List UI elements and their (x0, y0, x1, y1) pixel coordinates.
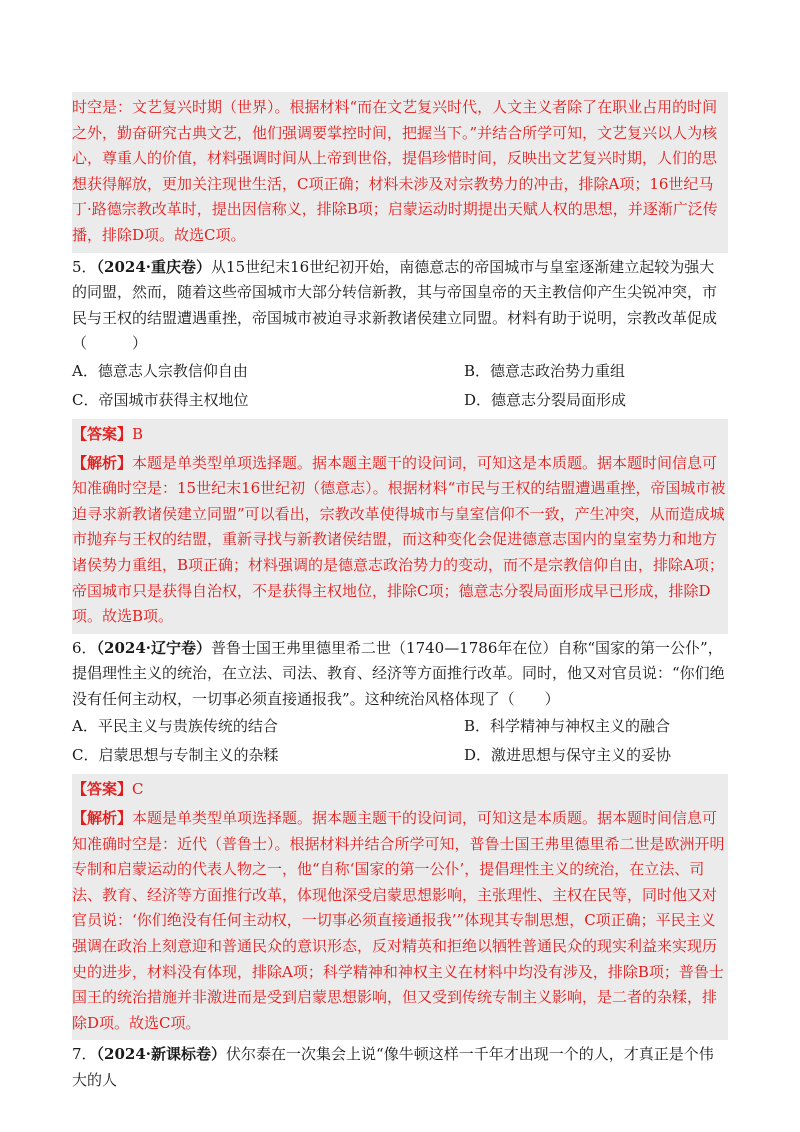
option-d: D．激进思想与保守主义的妥协 (464, 746, 672, 765)
option-b: B．科学精神与神权主义的融合 (464, 717, 671, 736)
question-6-analysis (72, 806, 728, 1040)
answer-tag: 【答案】 (72, 424, 133, 443)
option-a: A．德意志人宗教信仰自由 (72, 361, 248, 380)
question-source: （2024·辽宁卷） (96, 638, 212, 657)
option-d: D．德意志分裂局面形成 (464, 390, 627, 409)
question-text: 普鲁士国王弗里德里希二世（1740—1786年在位）自称“国家的第一公仆”，提倡理性主义的统治，在立法、司法、教育、经济等方面推行改革。同时，他又对官员说：“你们绝没有任何主动权，一切事必须直接通报我”。这种统治风格体现了（ ） (72, 638, 725, 708)
question-number: 7． (72, 1045, 97, 1064)
question-6 (72, 636, 728, 1041)
question-5-stem (72, 255, 728, 357)
question-5-answer (72, 419, 728, 451)
question-number: 6． (72, 638, 97, 657)
question-6-options (72, 712, 728, 770)
question-text: 从15世纪末16世纪初开始，南德意志的帝国城市与皇室逐渐建立起较为强大的同盟，然而，随着这些帝国城市大部分转信新教，其与帝国皇帝的天主教信仰产生尖锐冲突，市民与王权的结盟遭遇重挫，帝国城市被迫寻求新教诸侯建立同盟。材料有助于说明，宗教改革促成（ ） (72, 257, 718, 353)
question-7-stem (72, 1042, 728, 1093)
option-c: C．帝国城市获得主权地位 (72, 390, 249, 409)
question-5 (72, 255, 728, 634)
analysis-tag: 【解析】 (72, 809, 133, 828)
question-7 (72, 1042, 728, 1093)
answer-value: C (132, 780, 144, 799)
document-page (72, 92, 728, 1094)
previous-analysis: 时空是：文艺复兴时期（世界）。根据材料“而在文艺复兴时代，人文主义者除了在职业占用的时间之外，勤奋研究古典文艺，他们强调要掌控时间，把握当下。”并结合所学可知，文艺复兴以人为核心，尊重人的价值，材料强调时间从上帝到世俗，提倡珍惜时间，反映出文艺复兴时期，人们的思想获得解放，更加关注现世生活，C项正确；材料未涉及对宗教势力的冲击，排除A项；16世纪马丁·路德宗教改革时，提出因信称义，排除B项；启蒙运动时期提出天赋人权的思想，并逐渐广泛传播，排除D项。故选C项。 (72, 92, 728, 253)
question-5-options (72, 357, 728, 415)
analysis-tag: 【解析】 (72, 453, 133, 472)
question-source: （2024·新课标卷） (96, 1045, 227, 1064)
analysis-text: 本题是单类型单项选择题。据本题主题干的设问词，可知这是本质题。据本题时间信息可知准确时空是：近代（普鲁士）。根据材料并结合所学可知，普鲁士国王弗里德里希二世是欧洲开明专制和启蒙运动的代表人物之一，他“自称‘国家的第一公仆’，提倡理性主义的统治，在立法、司法、教育、经济等方面推行改革，体现他深受启蒙思想影响，主张理性、主权在民等，同时他又对官员说：‘你们绝没有任何主动权，一切事必须直接通报我’”体现其专制思想，C项正确；平民主义强调在政治上刻意迎和普通民众的意识形态，反对精英和拒绝以牺牲普通民众的现实利益来实现历史的进步，材料没有体现，排除A项；科学精神和神权主义在材料中均没有涉及，排除B项；普鲁士国王的统治措施并非激进而是受到启蒙思想影响，但又受到传统专制主义影响，是二者的杂糅，排除D项。故选C项。 (72, 809, 725, 1032)
question-text: 伏尔泰在一次集会上说“像牛顿这样一千年才出现一个的人，才真正是个伟大的人 (72, 1045, 714, 1089)
option-b: B．德意志政治势力重组 (464, 361, 626, 380)
analysis-text: 本题是单类型单项选择题。据本题主题干的设问词，可知这是本质题。据本题时间信息可知准确时空是：15世纪末16世纪初（德意志）。根据材料“市民与王权的结盟遭遇重挫，帝国城市被迫寻求新教诸侯建立同盟”可以看出，宗教改革使得城市与皇室信仰不一致，产生冲突，从而造成城市抛弃与王权的结盟，重新寻找与新教诸侯结盟，而这种变化会促进德意志国内的皇室势力和地方诸侯势力重组，B项正确；材料强调的是德意志政治势力的变动，而不是宗教信仰自由，排除A项；帝国城市只是获得自治权，不是获得主权地位，排除C项；德意志分裂局面形成早已形成，排除D项。故选B项。 (72, 453, 726, 626)
answer-value: B (132, 424, 144, 443)
question-6-answer (72, 774, 728, 806)
question-6-stem (72, 636, 728, 713)
option-a: A．平民主义与贵族传统的结合 (72, 717, 278, 736)
question-number: 5． (72, 257, 97, 276)
question-source: （2024·重庆卷） (96, 257, 212, 276)
question-5-analysis (72, 451, 728, 634)
answer-tag: 【答案】 (72, 780, 133, 799)
option-c: C．启蒙思想与专制主义的杂糅 (72, 746, 279, 765)
